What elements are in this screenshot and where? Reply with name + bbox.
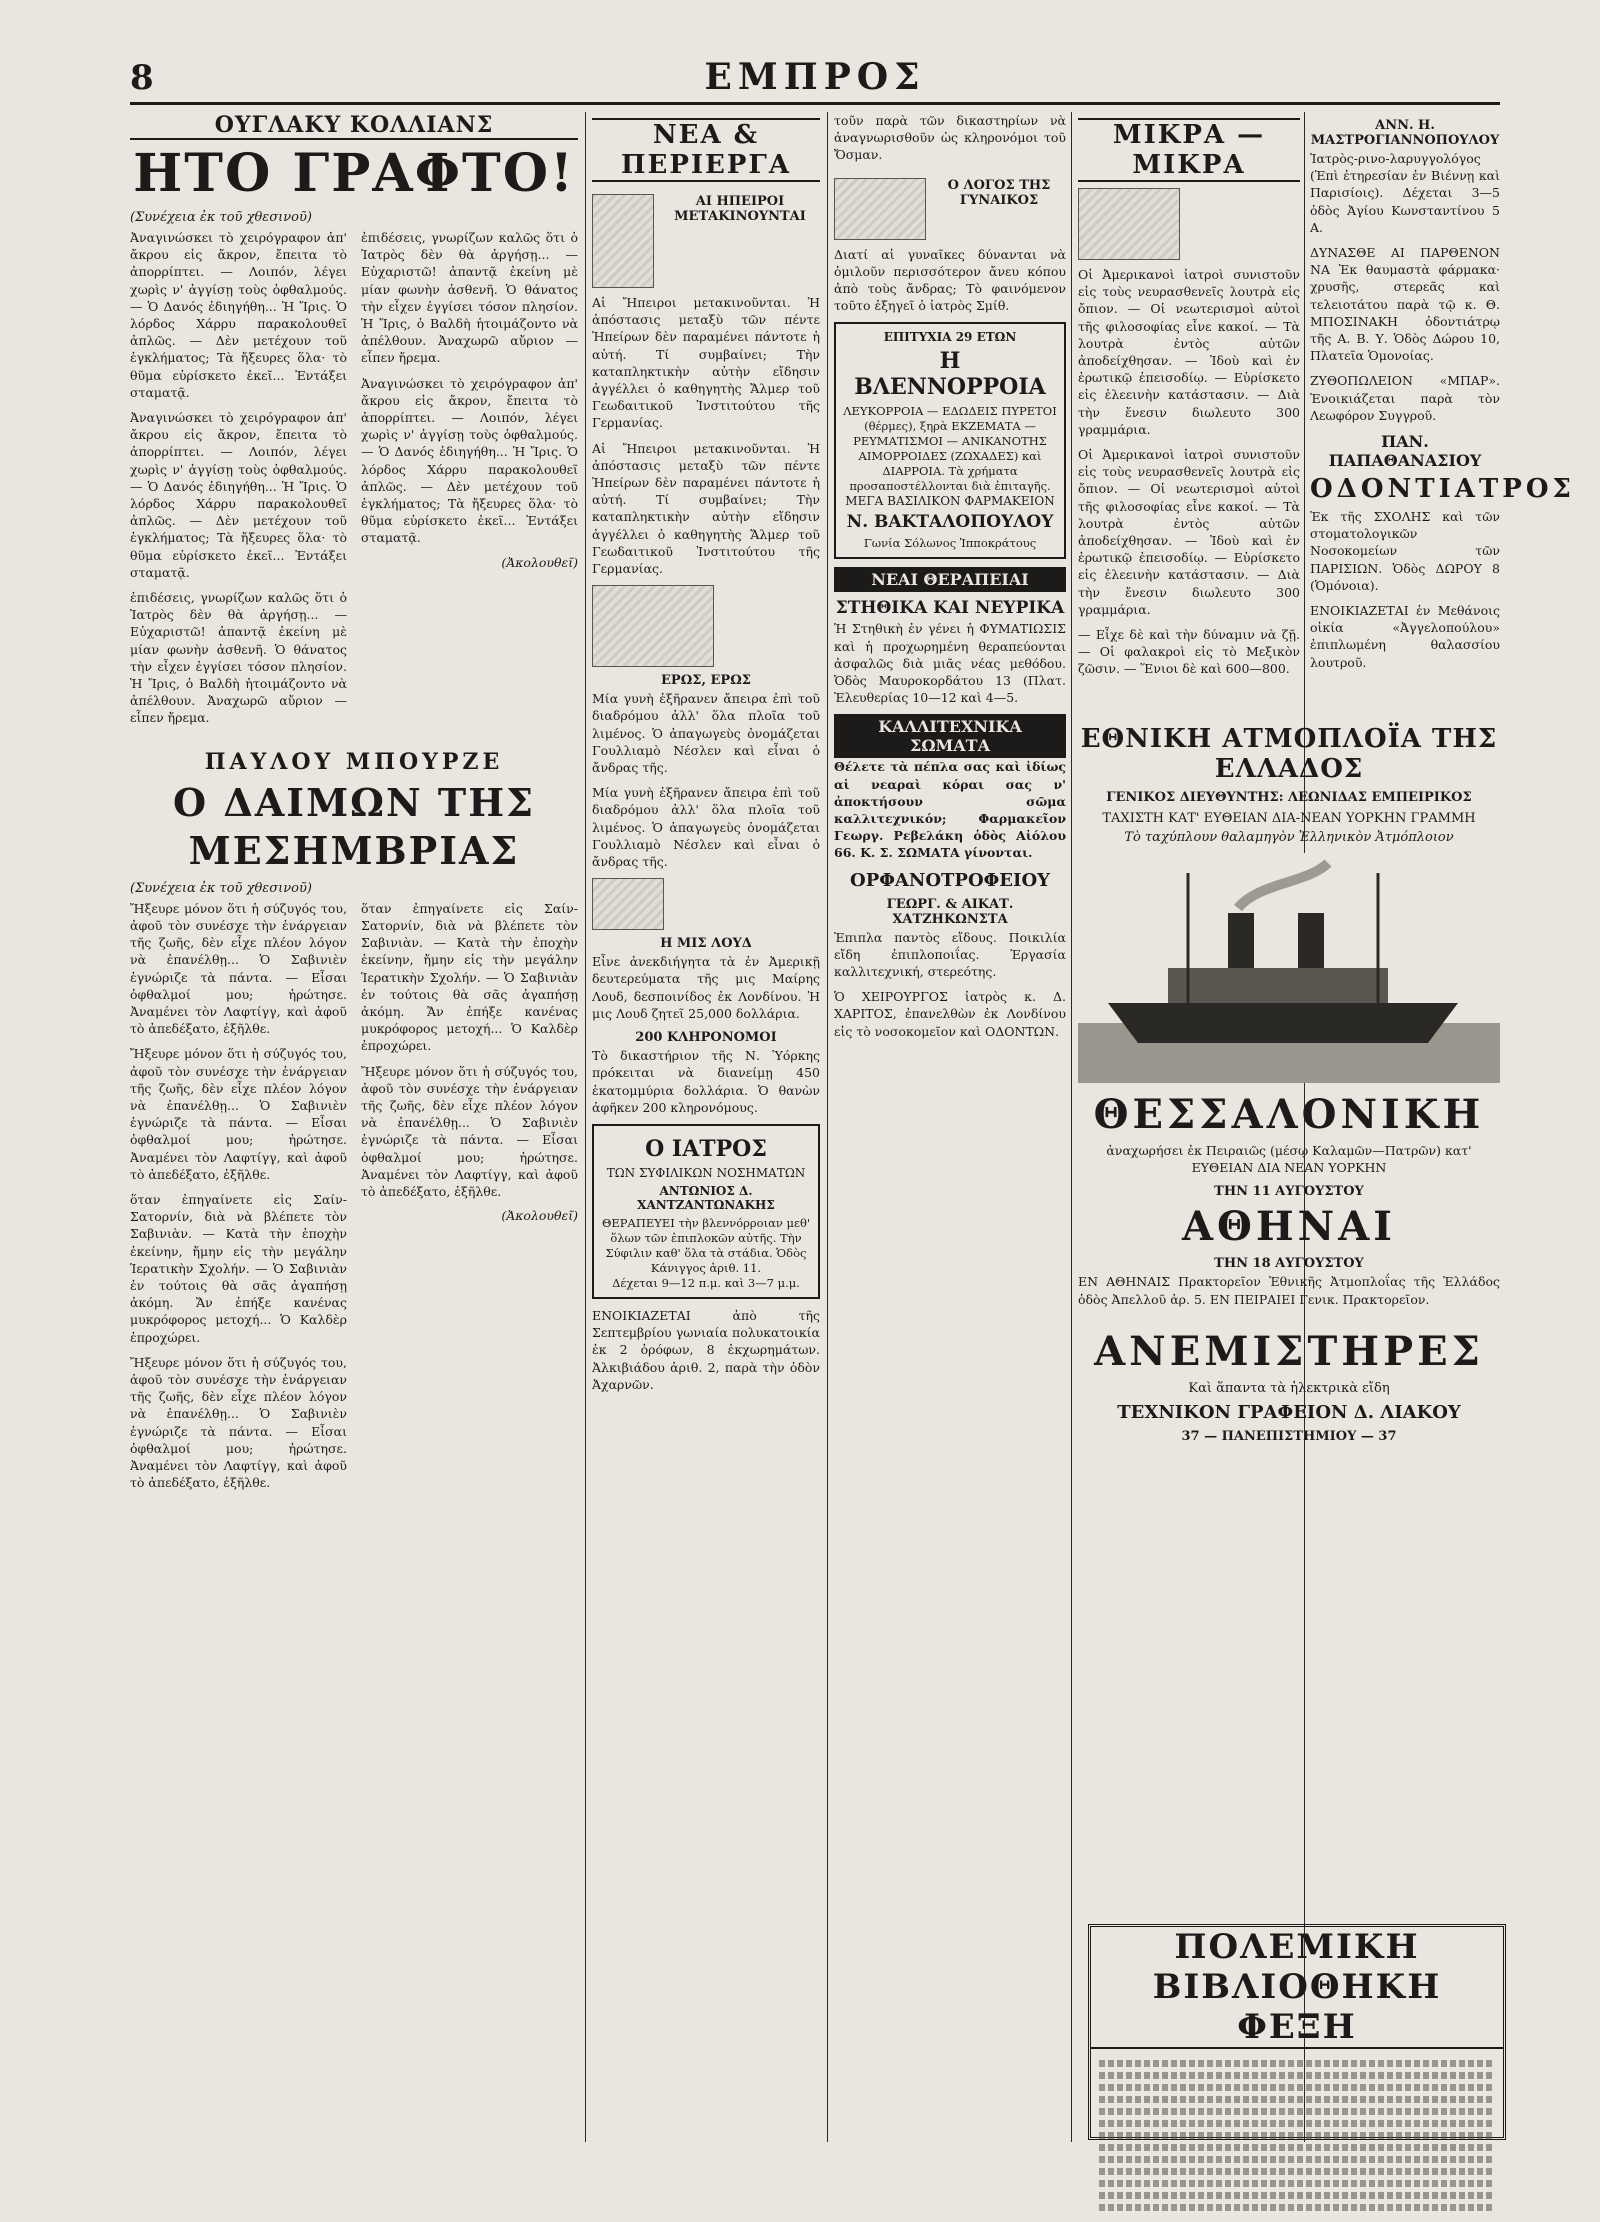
doctor-hours: Δέχεται 9—12 π.μ. καὶ 3—7 μ.μ. [612,1275,800,1290]
article-heading: ΑΙ ΗΠΕΙΡΟΙ ΜΕΤΑΚΙΝΟΥΝΤΑΙ [674,194,806,224]
library-title: ΠΟΛΕΜΙΚΗ ΒΙΒΛΙΟΘΗΚΗ ΦΕΞΗ [1091,1927,1503,2049]
doctor-ad-sub: ΤΩΝ ΣΥΦΙΛΙΚΩΝ ΝΟΣΗΜΑΤΩΝ [606,1165,806,1180]
continued-note: (Συνέχεια ἐκ τοῦ χθεσινοῦ) [130,880,312,896]
swan-illustration [592,878,664,930]
article-text: Εἶνε ἀνεκδιήγητα τὰ ἐν Ἀμερικῇ δευτερεύματα τῆς μις Μαίρης Λουδ, δεσποινίδος ἐκ Λονδίνου. Ἡ μις Λουδ ζητεῖ 25,000 δολλάρια. [592,954,820,1021]
column-rule [1071,112,1072,2142]
fans-shop: ΤΕΧΝΙΚΟΝ ΓΡΑΦΕΙΟΝ Δ. ΛΙΑΚΟΥ [1117,1401,1461,1423]
classified-text: ΖΥΘΟΠΩΛΕΙΟΝ «ΜΠΑΡ». Ἐνοικιάζεται παρὰ τὸν Λεωφόρον Συγγροῦ. [1310,373,1500,423]
article-text: Τὸ δικαστήριον τῆς Ν. Ὑόρκης πρόκειται νὰ διανείμῃ 450 ἑκατομμύρια δολλάρια. Ὁ θανὼν ἀφῆκεν 200 κληρονόμους. [592,1048,820,1115]
doctor-name: ΑΝΝ. Η. ΜΑΣΤΡΟΓΙΑΝΝΟΠΟΥΛΟΥ [1310,118,1500,148]
serial-text: Ἤξευρε μόνον ὅτι ἡ σύζυγός του, ἀφοῦ τὸν συνέσχε τὴν ἐνάργειαν τῆς ζωῆς, δὲν εἶχε πλέον λόγον νὰ ἐπανέλθῃ... Ὁ Σαβινιὲν ἐγνώριζε τὰ πάντα. — Εἶσαι ὀφθαλμοί μου; ἠρώτησε. Ἀναμένει τὸν Λαφτίγγ, καὶ ἀφοῦ τὸ ἀπεδέξατο, ἐξῆλθε. [130,900,347,1037]
serial-body [130,229,578,735]
serial2-body [130,900,578,1500]
serial2-author: ΠΑΥΛΟΥ ΜΠΟΥΡΖΕ [204,748,504,775]
section-heading: ΝΕΑ & ΠΕΡΙΕΡΓΑ [592,118,820,182]
library-listing [1091,2049,1503,2222]
doctor-ad-body: ΘΕΡΑΠΕΥΕΙ τὴν βλεννόρροιαν μεθ' ὅλων τῶν ἐπιπλοκῶν αὐτῆς. Τὴν Σύφιλιν καθ' ὅλα τὰ στάδια. Ὁδὸς Κάνιγγος ἀριθ. 11. [601,1215,811,1275]
serial2-title: Ο ΔΑΙΜΩΝ ΤΗΣ ΜΕΣΗΜΒΡΙΑΣ [173,779,535,873]
pharmacy-title: Η ΒΛΕΝΝΟΡΡΟΙΑ [854,348,1046,401]
classifieds-column [1310,112,1575,712]
surgeon-notice: Ὁ ΧΕΙΡΟΥΡΓΟΣ ἰατρὸς κ. Δ. ΧΑΡΙΤΟΣ, ἐπανελθὼν ἐκ Λονδίνου εἰς τὸ νοσοκομεῖον καὶ ΟΔΟΝΤΩΝ. [834,989,1066,1039]
classified-text: ΕΝΟΙΚΙΑΖΕΤΑΙ ἐν Μεθάνοις οἰκία «Ἀγγελοπούλου» ἐπιπλωμένη θαλασσίου λουτροῦ. [1310,603,1500,670]
to-be-continued: (Ἀκολουθεῖ) [501,1208,578,1224]
serial-text: Ἤξευρε μόνον ὅτι ἡ σύζυγός του, ἀφοῦ τὸν συνέσχε τὴν ἐνάργειαν τῆς ζωῆς, δὲν εἶχε πλέον λόγον νὰ ἐπανέλθῃ... Ὁ Σαβινιὲν ἐγνώριζε τὰ πάντα. — Εἶσαι ὀφθαλμοί μου; ἠρώτησε. Ἀναμένει τὸν Λαφτίγγ, καὶ ἀφοῦ τὸ ἀπεδέξατο, ἐξῆλθε. [130,1354,347,1491]
serial-author: ΟΥΓΛΑΚΥ ΚΟΛΛΙΑΝΣ [130,112,578,140]
shipping-director: ΓΕΝΙΚΟΣ ΔΙΕΥΘΥΝΤΗΣ: ΛΕΩΝΙΔΑΣ ΕΜΠΕΙΡΙΚΟΣ [1106,790,1472,805]
serial-text: Ἤξευρε μόνον ὅτι ἡ σύζυγός του, ἀφοῦ τὸν συνέσχε τὴν ἐνάργειαν τῆς ζωῆς, δὲν εἶχε πλέον λόγον νὰ ἐπανέλθῃ... Ὁ Σαβινιὲν ἐγνώριζε τὰ πάντα. — Εἶσαι ὀφθαλμοί μου; ἠρώτησε. Ἀναμένει τὸν Λαφτίγγ, καὶ ἀφοῦ τὸ ἀπεδέξατο, ἐξῆλθε. [361,1063,578,1199]
article-text: Μία γυνὴ ἐξῆρανεν ἄπειρα ἐπὶ τοῦ διαδρόμου ἀλλ' ὅλα πλοῖα τοῦ λιμένος. Ὁ ἀπαγωγεὺς ὀνομάζεται Γουλλιαμὸ Νέσλεν καὶ εἶναι ὁ ἄνδρας τῆς. [592,691,820,776]
shipping-ad [1078,720,1500,1446]
shipping-sub: Τὸ ταχύπλουν θαλαμηγὸν Ἑλληνικὸν Ἀτμόπλοιον [1124,830,1454,845]
serial-text: ἐπιδέσεις, γνωρίζων καλῶς ὅτι ὁ Ἰατρὸς δὲν θὰ ἀργήσῃ... — Εὐχαριστῶ! ἀπαντᾷ ἐκείνη μὲ μίαν φωνὴν ἀσθενῆ. Ὁ θάνατος τὴν εἶχεν ἐγγίσει τόσον πλησίον. Ἡ Ἴρις, ὁ Βαλδὴ ἡτοιμάζοντο νὰ ἀπέλθουν. Ἀναχωρῶ αὔριον — εἶπεν ἤρεμα. [361,230,578,366]
serial-text: Ἀναγινώσκει τὸ χειρόγραφον ἀπ' ἄκρου εἰς ἄκρον, ἔπειτα τὸ ἀπορρίπτει. — Λοιπόν, λέγει χωρὶς ν' ἀγγίσῃ τοὺς ὀφθαλμούς. — Ὁ Δανός ἐδιηγήθη... Ἡ Ἴρις. Ὁ λόρδος Χάρρυ παρακολουθεῖ ἀπλῶς. — Δὲν μετέχουν τοῦ ἐγκλήματος; Τὰ ἤξευρες ὅλα· τὸ θῦμα εὑρίσκετο ἐκεῖ... Ἐντάξει σταματᾷ. [130,230,347,400]
ship1-date: ΤΗΝ 11 ΑΥΓΟΥΣΤΟΥ [1214,1184,1364,1200]
article-text: Διατί αἱ γυναῖκες δύνανται νὰ ὁμιλοῦν περισσότερον ἄνευ κόπου ἀπὸ τοὺς ἄνδρας; Τὸ φαινόμενον τοῦτο ἐξηγεῖ ὁ ἰατρὸς Σμίθ. [834,246,1066,314]
article-text: Αἱ Ἤπειροι μετακινοῦνται. Ἡ ἀπόστασις μεταξὺ τῶν πέντε Ἠπείρων δὲν παραμένει πάντοτε ἡ αὐτή. Τί συμβαίνει; Τὴν καταπληκτικὴν αὐτὴν εἴδησιν ἀγγέλλει ὁ καθηγητὴς Ἄλμερ τοῦ Γεωδαιτικοῦ Ἰνστιτούτου τῆς Γερμανίας. [592,440,820,577]
ship2-name: ΑΘΗΝΑΙ [1182,1203,1396,1251]
page-number: 8 [130,58,154,98]
therapy-text: Ἡ Στηθικὴ ἐν γένει ἡ ΦΥΜΑΤΙΩΣΙΣ καὶ ἡ προχωρημένη θεραπεύονται ἀσφαλῶς διὰ μιᾶς νέας μεθόδου. Ὁδὸς Μαυροκορδάτου 13 (Πλατ. Ἐλευθερίας 10—12 καὶ 4—5. [834,621,1066,706]
therapy-subheading: ΣΤΗΘΙΚΑ ΚΑΙ ΝΕΥΡΙΚΑ [835,598,1065,619]
masthead: ΕΜΠΡΟΣ [704,56,926,98]
shipping-agents: ΕΝ ΑΘΗΝΑΙΣ Πρακτορεῖον Ἐθνικῆς Ἀτμοπλοΐας τῆς Ἑλλάδος ὁδὸς Ἀπελλοῦ ἀρ. 5. ΕΝ ΠΕΙΡΑΙΕΙ Γενικ. Πρακτορεῖον. [1078,1274,1500,1307]
fans-address: 37 — ΠΑΝΕΠΙΣΤΗΜΙΟΥ — 37 [1181,1428,1397,1444]
serial-column [130,112,578,2132]
article-heading: 200 ΚΛΗΡΟΝΟΜΟΙ [635,1030,777,1046]
doctor-name: ΑΝΤΩΝΙΟΣ Δ. ΧΑΝΤΖΑΝΤΩΝΑΚΗΣ [637,1183,775,1212]
to-be-continued: (Ἀκολουθεῖ) [501,554,578,570]
small-news-text: — Εἶχε δὲ καὶ τὴν δύναμιν νὰ ζῇ. — Οἱ φαλακροὶ εἰς τὸ Μεξικὸν ζῶσιν. — Ἕνιοι δὲ καὶ 600—800. [1078,627,1300,677]
serial-text: ὅταν ἐπηγαίνετε εἰς Σαίν-Σατορνίν, διὰ νὰ βλέπετε τὸν Σαβινιὰν. — Κατὰ τὴν ἐποχὴν ἐκείνην, ἤμην εἰς τὴν μεγάλην Ἱερατικὴν Σχολήν. — Ὁ Σαβινιὰν ἐν τούτοις θὰ σᾶς ἀγαπήσῃ ἀκόμη. Ἄν ἐπήξε κανένας μυκρόφορος μετοχή... Ὁ Καλδὲρ ἐπροχώρει. [361,900,578,1054]
furniture-owner: ΓΕΩΡΓ. & ΑΙΚΑΤ. ΧΑΤΖΗΚΩΝΣΤΑ [886,896,1014,927]
column-rule [585,112,586,2142]
steamship-drawing [1078,853,1500,1083]
serial-text: Ἀναγινώσκει τὸ χειρόγραφον ἀπ' ἄκρου εἰς ἄκρον, ἔπειτα τὸ ἀπορρίπτει. — Λοιπόν, λέγει χωρὶς ν' ἀγγίσῃ τοὺς ὀφθαλμούς. — Ὁ Δανός ἐδιηγήθη... Ἡ Ἴρις. Ὁ λόρδος Χάρρυ παρακολουθεῖ ἀπλῶς. — Δὲν μετέχουν τοῦ ἐγκλήματος; Τὰ ἤξευρες ὅλα· τὸ θῦμα εὑρίσκετο ἐκεῖ... Ἐντάξει σταματᾷ. [130,410,347,580]
serial-text: Ἤξευρε μόνον ὅτι ἡ σύζυγός του, ἀφοῦ τὸν συνέσχε τὴν ἐνάργειαν τῆς ζωῆς, δὲν εἶχε πλέον λόγον νὰ ἐπανέλθῃ... Ὁ Σαβινιὲν ἐγνώριζε τὰ πάντα. — Εἶσαι ὀφθαλμοί μου; ἠρώτησε. Ἀναμένει τὸν Λαφτίγγ, καὶ ἀφοῦ τὸ ἀπεδέξατο, ἐξῆλθε. [130,1046,347,1182]
steamship-illustration [1078,853,1500,1083]
library-ad [1088,1924,1506,2140]
article-heading: Ο ΛΟΓΟΣ ΤΗΣ ΓΥΝΑΙΚΟΣ [947,177,1051,208]
dentist-name: ΠΑΝ. ΠΑΠΑΘΑΝΑΣΙΟΥ [1328,432,1482,471]
pharmacy-address: Γωνία Σόλωνος Ἱπποκράτους [863,536,1037,551]
fans-sub: Καὶ ἅπαντα τὰ ἠλεκτρικὰ εἴδη [1188,1380,1390,1396]
article-text: Μία γυνὴ ἐξῆρανεν ἄπειρα ἐπὶ τοῦ διαδρόμου ἀλλ' ὅλα πλοῖα τοῦ λιμένος. Ὁ ἀπαγωγεὺς ὀνομάζεται Γουλλιαμὸ Νέσλεν καὶ εἶναι ὁ ἄνδρας τῆς. [592,785,820,870]
serial-text: Ἀναγινώσκει τὸ χειρόγραφον ἀπ' ἄκρου εἰς ἄκρον, ἔπειτα τὸ ἀπορρίπτει. — Λοιπόν, λέγει χωρὶς ν' ἀγγίσῃ τοὺς ὀφθαλμούς. — Ὁ Δανός ἐδιηγήθη... Ἡ Ἴρις. Ὁ λόρδος Χάρρυ παρακολουθεῖ ἀπλῶς. — Δὲν μετέχουν τοῦ ἐγκλήματος; Τὰ ἤξευρες ὅλα· τὸ θῦμα εὑρίσκετο ἐκεῖ... Ἐντάξει σταματᾷ. [361,375,578,546]
furniture-text: Ἐπιπλα παντὸς εἴδους. Ποικιλία εἴδη ἐπιπλοποιΐας. Ἐργασία καλλιτεχνική, στερεότης. [834,929,1066,980]
article-heading: Η ΜΙΣ ΛΟΥΔ [660,936,752,952]
ship1-name: ΘΕΣΣΑΛΟΝΙΚΗ [1093,1091,1485,1138]
ads-column [834,112,1066,2132]
doctor-ad [592,1124,820,1299]
pharmacy-shop: ΜΕΓΑ ΒΑΣΙΛΙΚΟΝ ΦΑΡΜΑΚΕΙΟΝ [845,494,1055,509]
continued-note: (Συνέχεια ἐκ τοῦ χθεσινοῦ) [130,210,312,225]
article-text: Αἱ Ἤπειροι μετακινοῦνται. Ἡ ἀπόστασις μεταξὺ τῶν πέντε Ἠπείρων δὲν παραμένει πάντοτε ἡ αὐτή. Τί συμβαίνει; Τὴν καταπληκτικὴν αὐτὴν εἴδησιν ἀγγέλλει ὁ καθηγητὴς Ἄλμερ τοῦ Γεωδαιτικοῦ Ἰνστιτούτου τῆς Γερμανίας. [592,295,820,431]
therapy-heading: ΝΕΑΙ ΘΕΡΑΠΕΙΑΙ [834,567,1066,592]
ship2-date: ΤΗΝ 18 ΑΥΓΟΥΣΤΟΥ [1214,1256,1364,1272]
small-news-text: Οἱ Ἀμερικανοὶ ἰατροὶ συνιστοῦν εἰς τοὺς νευρασθενεῖς λουτρὰ εἰς ὄπιον. — Οἱ νεωτερισμοὶ αὐτοὶ τῆς φιλοσοφίας εἶνε κακοί. — Τὰ λουτρὰ ἐντὸς αὐτῶν ἀποδείχθησαν. — Ἰδοὺ καὶ ἐν ἐρωτικῷ ἐπεισοδίῳ. — Εὑρίσκετο εἰς ἐλεεινὴν κατάστασιν. — Διὰ τὴν ἔνεσιν διωλευτο 300 γραμμάρια. [1078,447,1300,617]
bodies-text: Θέλετε τὰ πέπλα σας καὶ ἰδίως αἱ νεαραὶ κόραι σας ν' ἀποκτήσουν σῶμα καλλιτεχνικόν; Φαρμακεῖον Γεωργ. Ρεβελάκη ὁδὸς Αἰόλου 66. Κ. Σ. ΣΩΜΑΤΑ γίνονται. [834,759,1066,861]
pharmacy-name: Ν. ΒΑΚΤΑΛΟΠΟΥΛΟΥ [846,512,1054,533]
pharmacy-ad [834,322,1066,559]
serial-text: ἐπιδέσεις, γνωρίζων καλῶς ὅτι ὁ Ἰατρὸς δὲν θὰ ἀργήσῃ... — Εὐχαριστῶ! ἀπαντᾷ ἐκείνη μὲ μίαν φωνὴν ἀσθενῆ. Ὁ θάνατος τὴν εἶχεν ἐγγίσει τόσον πλησίον. Ἡ Ἴρις, ὁ Βαλδὴ ἡτοιμάζοντο νὰ ἀπέλθουν. Ἀναχωρῶ αὔριον — εἶπεν ἤρεμα. [130,590,347,726]
classified-text: Ἐκ τῆς ΣΧΟΛΗΣ καὶ τῶν στοματολογικῶν Νοσοκομείων τῶν ΠΑΡΙΣΙΩΝ. Ὁδὸς ΔΩΡΟΥ 8 (Ὁμόνοια). [1310,509,1500,593]
dentist-title: ΟΔΟΝΤΙΑΤΡΟΣ [1310,474,1575,505]
bodies-heading: ΚΑΛΛΙΤΕΧΝΙΚΑ ΣΩΜΑΤΑ [834,714,1066,758]
rental-notice: ΕΝΟΙΚΙΑΖΕΤΑΙ ἀπὸ τῆς Σεπτεμβρίου γωνιαία πολυκατοικία ἐκ 2 ὀρόφων, 8 ἐκχωρημάτων. Ἀλκιβιάδου ἀριθ. 2, παρὰ τὴν ὁδὸν Ἀχαρνῶν. [592,1307,820,1392]
shipping-title: ΕΘΝΙΚΗ ΑΤΜΟΠΛΟΪΑ ΤΗΣ ΕΛΛΑΔΟΣ [1080,724,1498,784]
pharmacy-years: ΕΠΙΤΥΧΙΑ 29 ΕΤΩΝ [883,330,1017,345]
pharmacy-body: ΛΕΥΚΟΡΡΟΙΑ — ΕΔΩΔΕΙΣ ΠΥΡΕΤΟΙ (θέρμες), ξηρὰ ΕΚΖΕΜΑΤΑ — ΡΕΥΜΑΤΙΣΜΟΙ — ΑΝΙΚΑΝΟΤΗΣ ΑΙΜΟΡΡΟΙΔΕΣ (ΖΩΧΑΔΕΣ) καὶ ΔΙΑΡΡΟΙΑ. Τὰ χρήματα προσαποστέλλονται διὰ ἐπιταγῆς. [843,404,1057,494]
column-rule [827,112,828,2142]
serial-title: ΗΤΟ ΓΡΑΦΤΟ! [133,143,575,204]
dog-illustration [592,585,714,667]
article-text: τοῦν παρὰ τῶν δικαστηρίων νὰ ἀναγνωρισθοῦν ὡς κληρονόμοι τοῦ Ὄσμαν. [834,113,1066,163]
doctor-ad-title: Ο ΙΑΤΡΟΣ [645,1135,767,1162]
article-heading: ΕΡΩΣ, ΕΡΩΣ [661,673,751,689]
news-column [592,112,820,2132]
elephant-illustration [1078,188,1180,260]
page-header [130,58,1500,105]
tiger-illustration [834,178,926,240]
ship1-route: ἀναχωρήσει ἐκ Πειραιῶς (μέσῳ Καλαμῶν—Πατρῶν) κατ' ΕΥΘΕΙΑΝ ΔΙΑ ΝΕΑΝ ΥΟΡΚΗΝ [1106,1143,1472,1176]
furniture-heading: ΟΡΦΑΝΟΤΡΟΦΕΙΟΥ [850,869,1050,891]
classified-text: ΔΥΝΑΣΘΕ ΑΙ ΠΑΡΘΕΝΟΝ ΝΑ Ἐκ θαυμαστὰ φάρμακα· χρυσῆς, στερεᾶς καὶ τελειοτάτου παρὰ τῷ κ. Θ. ΜΠΟΣΙΝΑΚΗ ὀδοντιάτρῳ τῆς Α. Β. Υ. Ὁδὸς Δώρου 10, Πλατεῖα Ὁμονοίας. [1310,245,1500,364]
serial-text: ὅταν ἐπηγαίνετε εἰς Σαίν-Σατορνίν, διὰ νὰ βλέπετε τὸν Σαβινιὰν. — Κατὰ τὴν ἐποχὴν ἐκείνην, ἤμην εἰς τὴν μεγάλην Ἱερατικὴν Σχολήν. — Ὁ Σαβινιὰν ἐν τούτοις θὰ σᾶς ἀγαπήσῃ ἀκόμη. Ἄν ἐπήξε κανένας μυκρόφορος μετοχή... Ὁ Καλδὲρ ἐπροχώρει. [130,1191,347,1345]
small-news-text: Οἱ Ἀμερικανοὶ ἰατροὶ συνιστοῦν εἰς τοὺς νευρασθενεῖς λουτρὰ εἰς ὄπιον. — Οἱ νεωτερισμοὶ αὐτοὶ τῆς φιλοσοφίας εἶνε κακοί. — Τὰ λουτρὰ ἐντὸς αὐτῶν ἀποδείχθησαν. — Ἰδοὺ καὶ ἐν ἐρωτικῷ ἐπεισοδίῳ. — Εὑρίσκετο εἰς ἐλεεινὴν κατάστασιν. — Διὰ τὴν ἔνεσιν διωλευτο 300 γραμμάρια. [1078,267,1300,437]
fans-title: ΑΝΕΜΙΣΤΗΡΕΣ [1094,1327,1484,1375]
section-heading: ΜΙΚΡΑ — ΜΙΚΡΑ [1078,118,1300,182]
peacock-illustration [592,194,654,288]
classified-text: Ἰατρὸς-ρινο-λαρυγγολόγος (Ἐπὶ ἐτηρεσίαν ἐν Βιέννῃ καὶ Παρισίοις). Δέχεται 3—5 ὁδὸς Ἀγίου Κωνσταντίνου 5 Α. [1310,151,1500,235]
shipping-line: ΤΑΧΙΣΤΗ ΚΑΤ' ΕΥΘΕΙΑΝ ΔΙΑ-ΝΕΑΝ ΥΟΡΚΗΝ ΓΡΑΜΜΗ [1102,811,1476,826]
